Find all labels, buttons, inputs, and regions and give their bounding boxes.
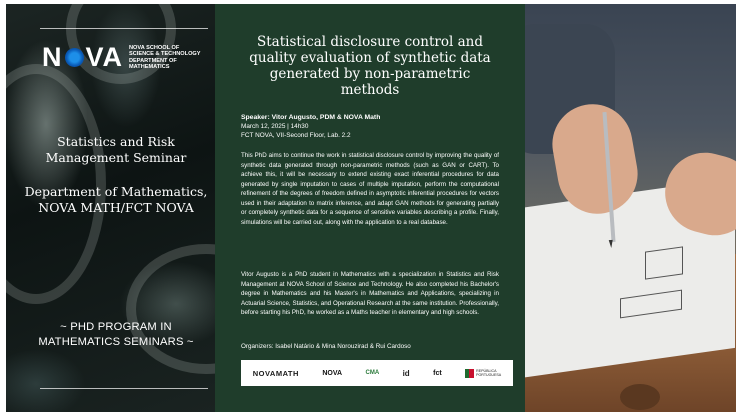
cma-logo: CMA <box>365 370 380 376</box>
republica-portuguesa-logo: REPÚBLICA PORTUGUESA <box>465 369 501 378</box>
sponsor-logos <box>241 360 513 386</box>
speaker: Speaker: Vitor Augusto, PDM & NOVA Math <box>241 114 381 121</box>
date-time: March 12, 2025 | 14h30 <box>241 123 309 130</box>
bottom-divider <box>40 388 208 389</box>
organizers: Organizers: Isabel Natário & Mina Norouzirad & Rui Cardoso <box>241 343 411 350</box>
nova-o-icon <box>65 48 84 67</box>
nova-logo-text: NOVA SCHOOL OF SCIENCE & TECHNOLOGY DEPARTMENT OF MATHEMATICS <box>129 44 201 70</box>
portugal-flag-icon <box>465 369 474 378</box>
speaker-bio: Vitor Augusto is a PhD student in Mathematics with a specialization in Statistics and Risk Management at NOVA School of Science and Technology. He also completed his Bachelor's degree in Mathematics and his Master's in Mathematics and Applications, specializing in Actuarial Science, Statistics, and Operational Research at the same institution. Professionally, before starting his PhD, he worked as a Maths teacher in elementary and high schools. <box>241 271 499 316</box>
department-name: Department of Mathematics, NOVA MATH/FCT NOVA <box>24 184 208 215</box>
background-swirl <box>126 244 215 374</box>
wood-knot <box>620 384 660 410</box>
nova-wordmark: N VA <box>42 42 124 72</box>
abstract: This PhD aims to continue the work in statistical disclosure control by improving the quality of synthetic data generated through non-parametric methods (such as GAN or CART). To achieve this, it will be necessary to extend existing exact inferential procedures for data generated by single imputation to cases of multiple imputation, perform the computational refinement of the degrees of freedom defined in asymptotic inferential procedures for vectors used in their adaptation to matrix inference, and adapt GAN methods for generating partially or completely synthetic data for a sequence of sensitive variables describing a profile. Finally, simulations will be carried out, along with the application to a real database. <box>241 152 499 226</box>
nova-small-logo: NOVA <box>322 369 343 377</box>
program-title: ~ PHD PROGRAM IN MATHEMATICS SEMINARS ~ <box>38 321 194 348</box>
id-logo: id <box>402 368 410 378</box>
top-divider <box>40 28 208 29</box>
seminar-title: Statistics and Risk Management Seminar <box>45 134 187 165</box>
photo-hand-writing <box>525 4 736 412</box>
left-panel <box>6 4 215 412</box>
talk-title: Statistical disclosure control and quality evaluation of synthetic data generated by non-parametric methods <box>249 34 491 98</box>
location: FCT NOVA, VII-Second Floor, Lab. 2.2 <box>241 132 351 139</box>
fct-logo: fct <box>433 369 442 377</box>
center-panel <box>215 4 525 412</box>
pencil-tip <box>609 240 614 248</box>
nova-logo <box>42 42 215 73</box>
paper-sketch <box>645 246 683 279</box>
novamath-logo: NOVAMATH <box>252 368 299 378</box>
